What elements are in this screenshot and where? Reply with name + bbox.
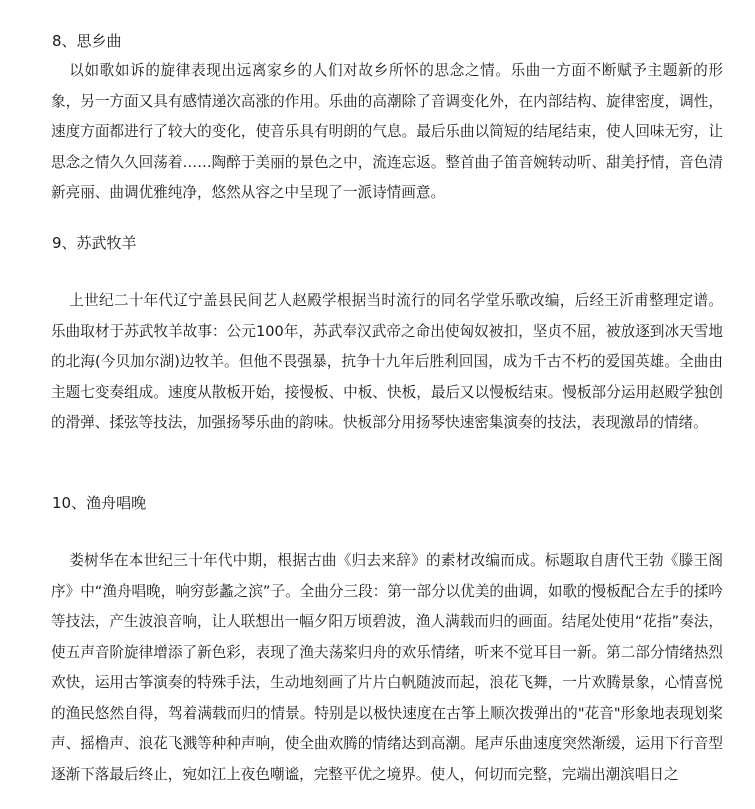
section-paragraph: 以如歌如诉的旋律表现出远离家乡的人们对故乡所怀的思念之情。乐曲一方面不断赋予主题新的形象，另一方面又具有感情递次高涨的作用。乐曲的高潮除了音调变化外，在内部结构、旋律密度，调性，速度方面都进行了较大的变化，使音乐具有明朗的气息。最后乐曲以简短的结尾结束，使人回味无穷，让思念之情久久回荡着……陶醉于美丽的景色之中，流连忘返。整首曲子笛音婉转动听、甜美抒情，音色清新亮丽、曲调优雅纯净，悠然从容之中呈现了一派诗情画意。 bbox=[51, 62, 723, 201]
section-paragraph: 娄树华在本世纪三十年代中期，根据古曲《归去来辞》的素材改编而成。标题取自唐代王勃《滕王阁序》中“渔舟唱晚，响穷彭蠡之滨”子。全曲分三段：第一部分以优美的曲调，如歌的慢板配合左手的揉吟等技法，产生波浪音响，让人联想出一幅夕阳万顷碧波，渔人满载而归的画面。结尾处使用“花指”奏法，使五声音阶旋律增添了新色彩，表现了渔夫荡桨归舟的欢乐情绪，听来不觉耳目一新。第二部分情绪热烈欢快，运用古筝演奏的特殊手法，生动地刻画了片片白帆随波而起，浪花飞舞，一片欢腾景象，心情喜悦的渔民悠然自得，驾着满载而归的情景。特别是以极快速度在古筝上顺次拨弹出的"花音"形象地表现划桨声、摇橹声、浪花飞溅等种种声响，使全曲欢腾的情绪达到高潮。尾声乐曲速度突然渐缓，运用下行音型逐渐下落最后终止，宛如江上夜色嘲谧，完整平优之境界。使人，何切而完整，完端出潮滨唱日之 bbox=[51, 552, 723, 783]
section-heading: 8、思乡曲 bbox=[52, 32, 122, 50]
section-heading: 9、苏武牧羊 bbox=[52, 234, 137, 252]
section-paragraph: 上世纪二十年代辽宁盖县民间艺人赵殿学根据当时流行的同名学堂乐歌改编，后经王沂甫整理定谱。乐曲取材于苏武牧羊故事：公元100年，苏武奉汉武帝之命出使匈奴被扣，坚贞不屈，被放逐到冰天雪地的北海(今贝加尔湖)边牧羊。但他不畏强暴，抗争十九年后胜利回国，成为千古不朽的爱国英雄。全曲由主题七变奏组成。速度从散板开始，接慢板、中板、快板，最后又以慢板结束。慢板部分运用赵殿学独创的滑弹、揉弦等技法，加强扬琴乐曲的韵味。快板部分用扬琴快速密集演奏的技法，表现激昂的情绪。 bbox=[51, 292, 723, 431]
section-heading: 10、渔舟唱晚 bbox=[52, 494, 147, 512]
